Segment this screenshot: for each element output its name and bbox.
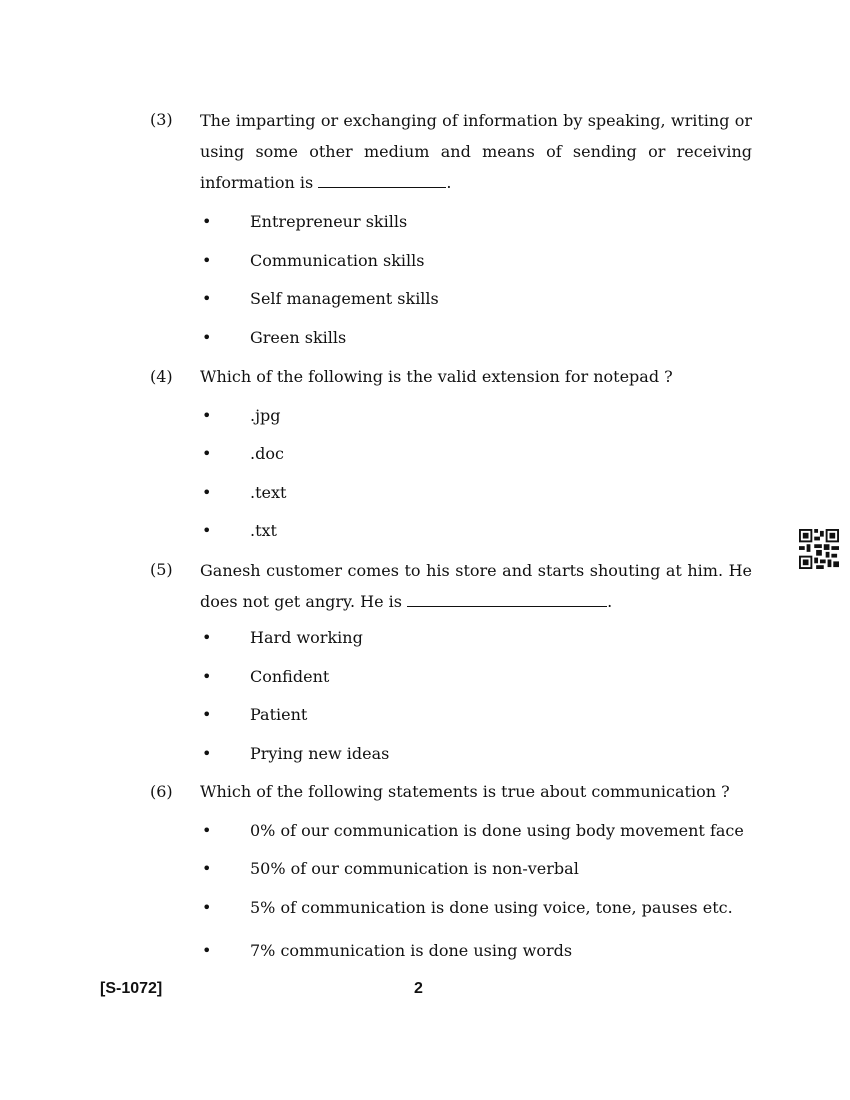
option: 50% of our communication is non-verbal <box>250 859 579 878</box>
question-text-after: . <box>446 173 452 192</box>
option: Self management skills <box>250 289 439 308</box>
question-text <box>200 105 752 198</box>
answer-blank <box>407 592 607 607</box>
bullet: • <box>202 444 212 463</box>
bullet: • <box>202 859 212 878</box>
bullet: • <box>202 328 212 347</box>
bullet: • <box>202 406 212 425</box>
bullet: • <box>202 483 212 502</box>
option: 0% of our communication is done using body movement face <box>250 821 744 840</box>
bullet: • <box>202 667 212 686</box>
bullet: • <box>202 705 212 724</box>
bullet: • <box>202 521 212 540</box>
question-number: (3) <box>150 110 173 129</box>
option: .text <box>250 483 287 502</box>
option: Entrepreneur skills <box>250 212 408 231</box>
answer-blank <box>318 173 446 188</box>
question-text-before: The imparting or exchanging of information by speaking, writing or using some other medium and means of sending or receiving information is <box>200 111 752 192</box>
bullet: • <box>202 251 212 270</box>
question-text-before: Ganesh customer comes to his store and starts shouting at him. He does not get angry. He is <box>200 561 752 611</box>
option: Green skills <box>250 328 347 347</box>
option: Hard working <box>250 628 363 647</box>
bullet: • <box>202 898 212 917</box>
option: Patient <box>250 705 308 724</box>
bullet: • <box>202 628 212 647</box>
bullet: • <box>202 941 212 960</box>
bullet: • <box>202 821 212 840</box>
bullet: • <box>202 289 212 308</box>
option: Communication skills <box>250 251 425 270</box>
qr-code-icon <box>799 529 839 569</box>
option: .jpg <box>250 406 281 425</box>
question-text: Which of the following is the valid extension for notepad ? <box>200 367 673 386</box>
option: .doc <box>250 444 284 463</box>
option: .txt <box>250 521 277 540</box>
question-text <box>200 555 752 617</box>
question-number: (5) <box>150 560 173 579</box>
option: Confident <box>250 667 330 686</box>
question-text-after: . <box>607 592 613 611</box>
bullet: • <box>202 212 212 231</box>
paper-code: [S-1072] <box>100 980 163 997</box>
option: 5% of communication is done using voice, tone, pauses etc. <box>250 898 733 917</box>
question-number: (6) <box>150 782 173 801</box>
option: 7% communication is done using words <box>250 941 573 960</box>
option: Prying new ideas <box>250 744 390 763</box>
bullet: • <box>202 744 212 763</box>
question-number: (4) <box>150 367 173 386</box>
question-text: Which of the following statements is true about communication ? <box>200 782 730 801</box>
page-number: 2 <box>414 980 423 997</box>
